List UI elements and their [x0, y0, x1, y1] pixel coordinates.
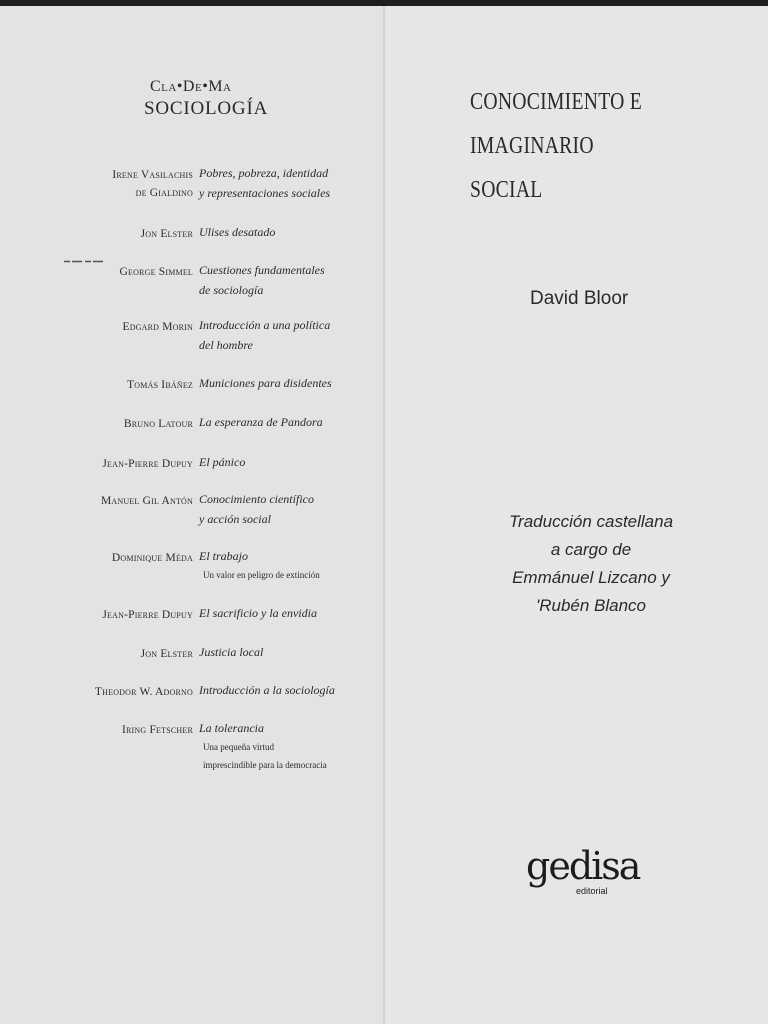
catalog-title: La esperanza de Pandora [199, 415, 323, 429]
catalog-title: Introducción a una política del hombre [199, 318, 331, 352]
catalog-author: Edgard Morin [122, 321, 193, 333]
catalog-author: Jon Elster [140, 648, 193, 660]
catalog-title: Conocimiento científico y acción social [199, 492, 314, 526]
book-title: CONOCIMIENTO E IMAGINARIO SOCIAL [470, 89, 642, 203]
catalog-author: George Simmel [119, 266, 193, 278]
catalog-author: Jean-Pierre Dupuy [102, 609, 193, 621]
series-brand: Cla•De•Ma [150, 78, 232, 95]
series-name: SOCIOLOGÍA [144, 98, 269, 119]
catalog-title: La tolerancia [199, 721, 264, 735]
catalog-title: Municiones para disidentes [199, 376, 332, 390]
catalog-author: Iring Fetscher [121, 724, 193, 736]
book-author: David Bloor [530, 288, 629, 309]
catalog-title: El sacrificio y la envidia [199, 606, 317, 620]
series-catalog [0, 0, 384, 1018]
catalog-title: Pobres, pobreza, identidad y representaciones sociales [199, 166, 331, 200]
catalog-title: El pánico [199, 455, 246, 469]
catalog-author: Manuel Gil Antón [100, 495, 193, 507]
catalog-author: Jon Elster [140, 228, 193, 240]
catalog-author: Bruno Latour [123, 418, 193, 430]
catalog-title: Justicia local [199, 645, 264, 659]
catalog-author: Tomás Ibáñez [127, 379, 193, 391]
catalog-title: El trabajo [199, 549, 249, 563]
catalog-title: Cuestiones fundamentales de sociología [199, 263, 325, 297]
catalog-author: Theodor W. Adorno [94, 686, 193, 698]
translation-credit: Traducción castellana a cargo de Emmánuel Lizcano y 'Rubén Blanco [508, 512, 674, 615]
publisher-logo-subtitle: editorial [576, 886, 608, 896]
catalog-title: Introducción a la sociología [199, 683, 335, 697]
publisher-logo: gedisa [526, 844, 640, 888]
catalog-author: Dominique Méda [111, 552, 193, 564]
catalog-title: Ulises desatado [199, 225, 276, 239]
catalog-subtitle: Una pequeña virtud imprescindible para la democracia [203, 742, 327, 770]
catalog-subtitle: Un valor en peligro de extinción [203, 570, 320, 580]
catalog-author: Jean-Pierre Dupuy [102, 458, 193, 470]
catalog-author: Irene Vasilachis de Gialdino [112, 169, 193, 199]
